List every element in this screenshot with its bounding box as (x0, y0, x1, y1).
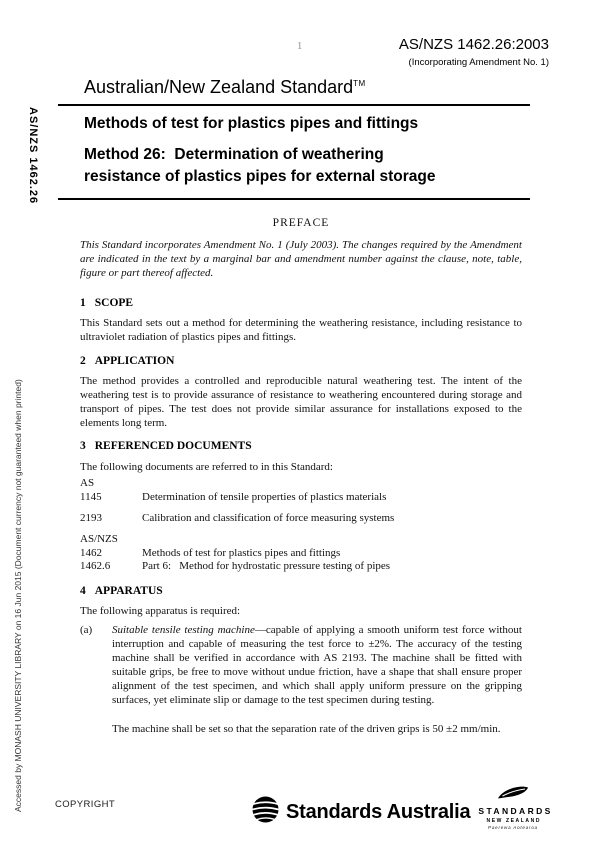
reference-group-asnzs (80, 533, 522, 574)
section-2-title: APPLICATION (94, 355, 175, 367)
section-3-intro: The following documents are referred to in this Standard: (80, 461, 333, 473)
copyright-label: COPYRIGHT (55, 799, 116, 810)
reference-code: 1145 (80, 490, 102, 503)
section-4-intro: The following apparatus is required: (80, 605, 241, 617)
document-title-line2: Method 26: Determination of weathering (84, 146, 384, 163)
section-1-number: 1 (80, 297, 86, 309)
preface-heading: PREFACE (272, 217, 330, 229)
section-1-title: SCOPE (94, 297, 134, 309)
section-4-heading (80, 585, 522, 597)
standards-nz-wordmark-line2: NEW ZEALAND (486, 818, 542, 824)
preface-paragraph: This Standard incorporates Amendment No. 1 (July 2003). The changes required by the Amendment are indicated in the text by a marginal bar and amendment number against the clause, note, table, figure or part thereof affected. (80, 239, 522, 279)
reference-group-header: AS/NZS (80, 533, 118, 545)
section-2-paragraph: The method provides a controlled and reproducible natural weathering test. The intent of the weathering test is to provide assurance of resistance to weathering encountered during storage and transport of pipes. The test does not provide similar assurance for installations exposed to the elements long term. (80, 375, 522, 429)
section-1-paragraph: This Standard sets out a method for determining the weathering resistance, including resistance to ultraviolet radiation of plastics pipes and fittings. (80, 317, 522, 343)
document-title-line1: Methods of test for plastics pipes and fittings (84, 115, 419, 132)
section-1-heading (80, 297, 522, 309)
apparatus-item-a-paragraph2: The machine shall be set so that the separation rate of the driven grips is 50 ±2 mm/min. (112, 723, 501, 735)
reference-row (80, 512, 522, 526)
section-2-number: 2 (80, 355, 86, 367)
reference-group-header: AS (80, 477, 95, 489)
section-4-number: 4 (80, 585, 86, 597)
apparatus-item-a-rest: —capable of applying a smooth uniform test force without interruption and capable of measuring the test force to ±2%. The accuracy of the testing machine shall be verified in accordance with AS 2193. The machine shall be fitted with suitable grips, be free to move without undue friction, have a shape that shall ensure proper alignment of the test specimen, and which shall apply uniform pressure on the gripping surfaces, yet eliminate slip or damage to the test specimen during testing. (112, 624, 522, 706)
reference-description: Calibration and classification of force measuring systems (142, 512, 395, 524)
standards-australia-wordmark: Standards Australia (286, 800, 471, 823)
reference-description: Determination of tensile properties of plastics materials (142, 490, 387, 503)
standards-australia-globe-icon (252, 796, 279, 828)
reference-group-as (80, 477, 522, 504)
apparatus-item-a-lead: Suitable tensile testing machine (112, 624, 255, 636)
section-3-number: 3 (80, 440, 86, 452)
reference-description: Methods of test for plastics pipes and fittings (142, 546, 341, 559)
apparatus-item-a-text (112, 623, 522, 707)
standard-code: AS/NZS 1462.26:2003 (398, 36, 549, 53)
reference-row (80, 547, 522, 561)
divider-rule-top (58, 104, 530, 106)
standards-new-zealand-logo (476, 786, 553, 830)
standard-type-text: Australian/New Zealand Standard (84, 77, 354, 97)
reference-description: Part 6: Method for hydrostatic pressure testing of pipes (142, 560, 391, 572)
page-number: 1 (297, 41, 303, 52)
reference-row (80, 560, 522, 574)
section-3-heading (80, 440, 522, 452)
divider-rule-bottom (58, 198, 530, 200)
reference-code: 2193 (80, 512, 102, 524)
list-item-marker: (a) (80, 624, 93, 636)
standards-nz-wordmark-line1: STANDARDS (478, 806, 553, 816)
reference-row-2193 (80, 512, 522, 526)
standard-type-title (84, 77, 366, 98)
trademark-superscript: TM (353, 79, 366, 88)
section-3-title: REFERENCED DOCUMENTS (94, 440, 252, 452)
spine-standard-code: AS/NZS 1462.26 (27, 107, 39, 205)
document-title-line3: resistance of plastics pipes for external storage (84, 168, 436, 185)
standards-australia-logo (252, 796, 470, 828)
library-access-note: Accessed by MONASH UNIVERSITY LIBRARY on 16 Jun 2015 (Document currency not guaranteed when printed) (13, 379, 23, 812)
apparatus-item-a (80, 623, 522, 707)
amendment-note: (Incorporating Amendment No. 1) (408, 57, 549, 68)
fern-leaf-icon (476, 786, 550, 805)
reference-code: 1462 (80, 546, 102, 559)
reference-code: 1462.6 (80, 560, 111, 572)
standards-nz-tagline: Paerewa Aotearoa (488, 825, 538, 830)
section-2-heading (80, 355, 522, 367)
reference-row (80, 491, 522, 505)
section-4-title: APPARATUS (94, 585, 163, 597)
